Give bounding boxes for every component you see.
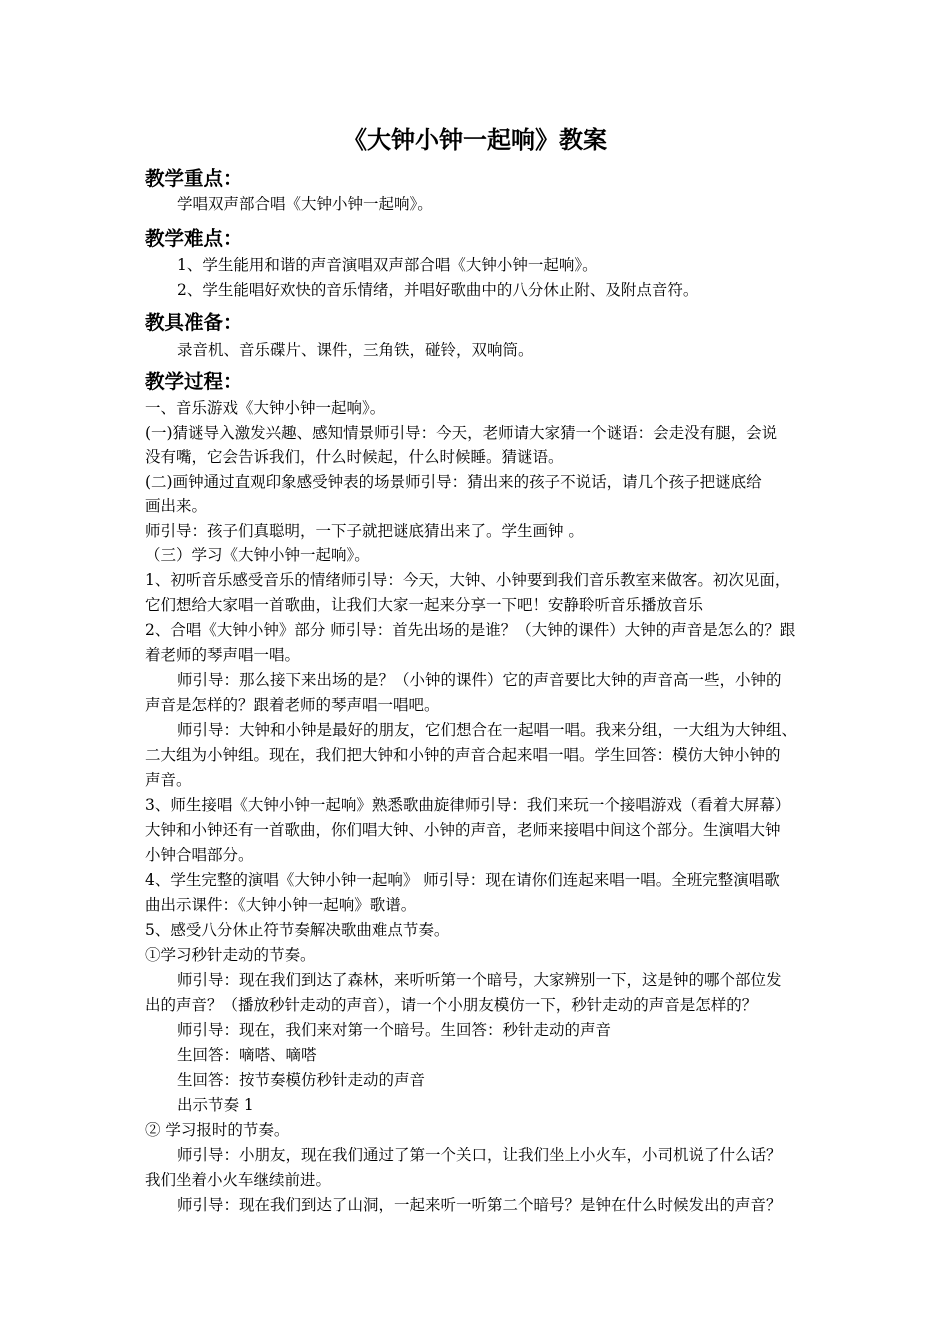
process-line: 它们想给大家唱一首歌曲，让我们大家一起来分享一下吧！安静聆听音乐播放音乐 — [145, 596, 704, 614]
process-line: （三）学习《大钟小钟一起响》。 — [145, 546, 370, 564]
process-line: 画出来。 — [145, 497, 208, 515]
process-line: 师引导：现在我们到达了森林，来听听第一个暗号，大家辨别一下，这是钟的哪个部位发 — [177, 971, 782, 989]
materials-line: 录音机、音乐碟片、课件，三角铁，碰铃，双响筒。 — [177, 341, 534, 359]
process-line: 我们坐着小火车继续前进。 — [145, 1171, 332, 1189]
process-line: 声音是怎样的？跟着老师的琴声唱一唱吧。 — [145, 696, 440, 714]
process-line: 出的声音？（播放秒针走动的声音），请一个小朋友模仿一下，秒针走动的声音是怎样的？ — [145, 996, 758, 1014]
process-line: 2、合唱《大钟小钟》部分 师引导：首先出场的是谁？（大钟的课件）大钟的声音是怎么的？跟 — [145, 621, 796, 639]
process-line: 师引导：现在，我们来对第一个暗号。生回答：秒针走动的声音 — [177, 1021, 612, 1039]
process-line: 生回答：嘀嗒、嘀嗒 — [177, 1046, 317, 1064]
difficulty-line: 1、学生能用和谐的声音演唱双声部合唱《大钟小钟一起响》。 — [177, 256, 598, 274]
process-line: 出示节奏 1 — [177, 1096, 254, 1114]
process-line: ② 学习报时的节奏。 — [145, 1121, 290, 1139]
process-line: 师引导：大钟和小钟是最好的朋友，它们想合在一起唱一唱。我来分组，一大组为大钟组、 — [177, 721, 798, 739]
process-line: 3、师生接唱《大钟小钟一起响》熟悉歌曲旋律师引导：我们来玩一个接唱游戏（看着大屏幕） — [145, 796, 791, 814]
process-line: 4、学生完整的演唱《大钟小钟一起响》 师引导：现在请你们连起来唱一唱。全班完整演唱歌 — [145, 871, 780, 889]
process-line: ①学习秒针走动的节奏。 — [145, 946, 316, 964]
process-line: 1、初听音乐感受音乐的情绪师引导：今天，大钟、小钟要到我们音乐教室来做客。初次见面， — [145, 571, 791, 589]
process-line: (一)猜谜导入激发兴趣、感知情景师引导：今天，老师请大家猜一个谜语：会走没有腿，会说 — [145, 424, 778, 442]
heading-teaching-process: 教学过程： — [145, 370, 243, 393]
process-line: 大钟和小钟还有一首歌曲，你们唱大钟、小钟的声音，老师来接唱中间这个部分。生演唱大钟 — [145, 821, 781, 839]
process-line: 二大组为小钟组。现在，我们把大钟和小钟的声音合起来唱一唱。学生回答：模仿大钟小钟的 — [145, 746, 781, 764]
process-line: (二)画钟通过直观印象感受钟表的场景师引导：猜出来的孩子不说话，请几个孩子把谜底给 — [145, 473, 762, 491]
process-line: 生回答：按节奏模仿秒针走动的声音 — [177, 1071, 426, 1089]
process-line: 声音。 — [145, 771, 192, 789]
focus-line: 学唱双声部合唱《大钟小钟一起响》。 — [177, 195, 433, 213]
process-line: 师引导：那么接下来出场的是？（小钟的课件）它的声音要比大钟的声音高一些，小钟的 — [177, 671, 782, 689]
heading-teaching-focus: 教学重点： — [145, 167, 243, 190]
process-line: 师引导：小朋友，现在我们通过了第一个关口，让我们坐上小火车，小司机说了什么话？ — [177, 1146, 782, 1164]
process-line: 曲出示课件：《大钟小钟一起响》歌谱。 — [145, 896, 417, 914]
process-line: 师引导：孩子们真聪明，一下子就把谜底猜出来了。学生画钟 。 — [145, 522, 584, 540]
process-line: 5、感受八分休止符节奏解决歌曲难点节奏。 — [145, 921, 450, 939]
heading-materials: 教具准备： — [145, 311, 243, 334]
heading-teaching-difficulty: 教学难点： — [145, 227, 243, 250]
process-line: 着老师的琴声唱一唱。 — [145, 646, 301, 664]
process-line: 没有嘴，它会告诉我们，什么时候起，什么时候睡。猜谜语。 — [145, 448, 564, 466]
process-line: 一、音乐游戏《大钟小钟一起响》。 — [145, 399, 386, 417]
process-line: 小钟合唱部分。 — [145, 846, 254, 864]
process-line: 师引导：现在我们到达了山洞，一起来听一听第二个暗号？是钟在什么时候发出的声音？ — [177, 1196, 782, 1214]
document-title: 《大钟小钟一起响》教案 — [343, 125, 607, 154]
difficulty-line: 2、学生能唱好欢快的音乐情绪，并唱好歌曲中的八分休止附、及附点音符。 — [177, 281, 699, 299]
